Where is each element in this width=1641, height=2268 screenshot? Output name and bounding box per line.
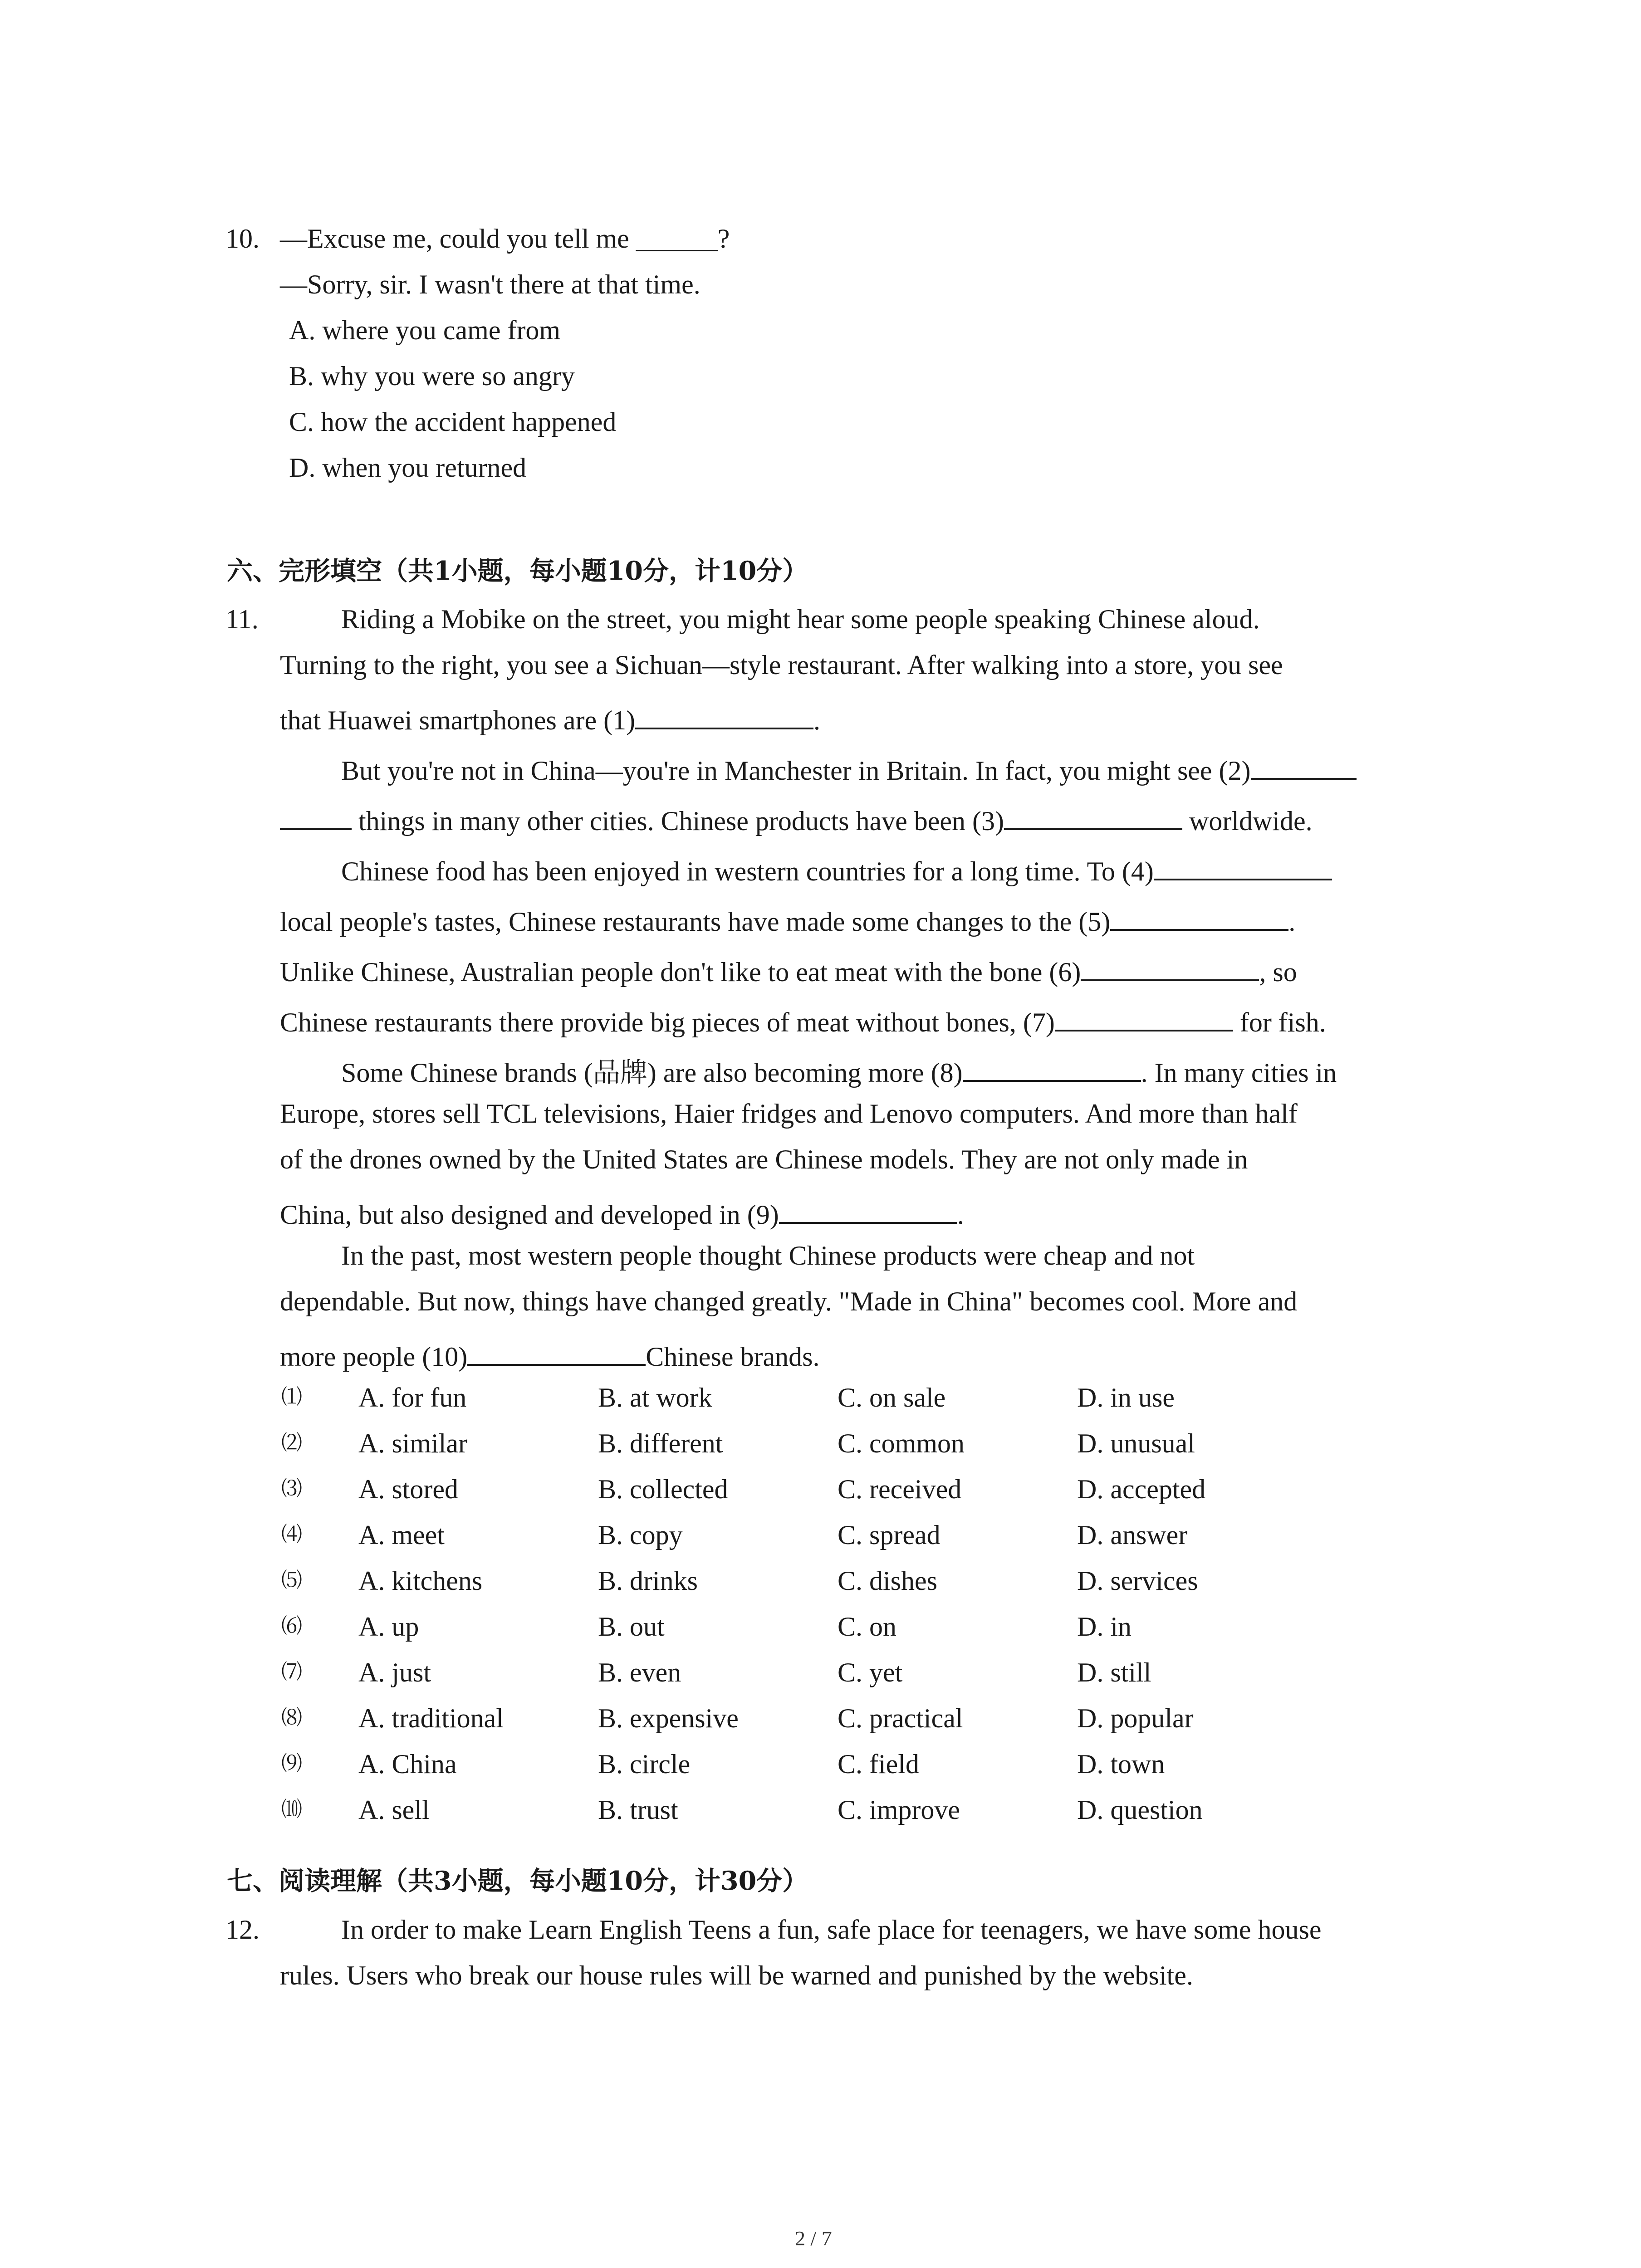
choice-a: A. up	[358, 1612, 419, 1642]
q11-para2-line2: things in many other cities. Chinese products have been (3) worldwide.	[280, 802, 1313, 835]
choice-c: C. common	[838, 1428, 965, 1458]
choice-a: A. China	[358, 1749, 457, 1779]
choice-b: B. trust	[598, 1795, 678, 1825]
choice-a: A. sell	[358, 1795, 430, 1825]
blank-2a	[1251, 752, 1357, 780]
choice-a: A. for fun	[358, 1383, 467, 1413]
choice-d: D. services	[1077, 1566, 1198, 1596]
choice-b: B. drinks	[598, 1566, 698, 1596]
q11-para1-line2: Turning to the right, you see a Sichuan—style restaurant. After walking into a store, you see	[280, 650, 1283, 680]
choice-b: B. collected	[598, 1474, 728, 1504]
choice-number: ⑹	[281, 1614, 302, 1637]
choice-b: B. different	[598, 1428, 723, 1458]
blank-7	[1055, 1004, 1233, 1031]
q10-number: 10.	[225, 224, 260, 254]
choice-b: B. copy	[598, 1520, 683, 1550]
q11-para3-line4: Chinese restaurants there provide big pieces of meat without bones, (7) for fish.	[280, 1004, 1326, 1036]
choice-b: B. at work	[598, 1383, 712, 1413]
q10-option-d: D. when you returned	[289, 453, 527, 483]
choice-c: C. dishes	[838, 1566, 938, 1596]
blank-8	[963, 1054, 1141, 1082]
blank-4	[1154, 853, 1332, 880]
q11-para4-line1: Some Chinese brands (品牌) are also becoming more (8) . In many cities in	[341, 1054, 1337, 1086]
section-heading-cloze: 六、完形填空（共1小题，每小题10分，计10分）	[227, 556, 808, 586]
choice-a: A. traditional	[358, 1703, 504, 1733]
q10-option-b: B. why you were so angry	[289, 361, 575, 391]
choice-d: D. answer	[1077, 1520, 1188, 1550]
choice-b: B. out	[598, 1612, 665, 1642]
q11-para4-line4: China, but also designed and developed in (9) .	[280, 1196, 964, 1228]
q11-para4-line2: Europe, stores sell TCL televisions, Haier fridges and Lenovo computers. And more than half	[280, 1099, 1298, 1129]
blank-5	[1110, 903, 1288, 931]
q12-number: 12.	[225, 1915, 260, 1945]
choice-number: ⑵	[281, 1431, 302, 1454]
q11-number: 11.	[225, 604, 259, 634]
blank-10	[467, 1338, 646, 1366]
choice-number: ⑺	[281, 1660, 302, 1683]
choice-number: ⑽	[281, 1798, 302, 1821]
choice-b: B. circle	[598, 1749, 691, 1779]
choice-d: D. in	[1077, 1612, 1132, 1642]
choice-number: ⑴	[281, 1385, 302, 1408]
blank-3	[1004, 802, 1182, 830]
choice-c: C. on sale	[838, 1383, 946, 1413]
choice-d: D. in use	[1077, 1383, 1175, 1413]
q11-para3-line3: Unlike Chinese, Australian people don't like to eat meat with the bone (6) , so	[280, 953, 1297, 986]
choice-c: C. spread	[838, 1520, 941, 1550]
choice-c: C. improve	[838, 1795, 960, 1825]
q12-line1: In order to make Learn English Teens a fun, safe place for teenagers, we have some house	[341, 1915, 1322, 1945]
choice-d: D. popular	[1077, 1703, 1194, 1733]
blank-2b	[280, 802, 352, 830]
choice-d: D. accepted	[1077, 1474, 1206, 1504]
choice-c: C. yet	[838, 1657, 903, 1687]
q10-option-c: C. how the accident happened	[289, 407, 617, 437]
choice-c: C. on	[838, 1612, 897, 1642]
page-number: 2 / 7	[795, 2227, 832, 2250]
choice-d: D. unusual	[1077, 1428, 1195, 1458]
choice-c: C. received	[838, 1474, 962, 1504]
choice-d: D. question	[1077, 1795, 1203, 1825]
choice-a: A. stored	[358, 1474, 458, 1504]
choice-number: ⑶	[281, 1477, 302, 1500]
choice-number: ⑼	[281, 1752, 302, 1775]
q11-para4-line3: of the drones owned by the United States are Chinese models. They are not only made in	[280, 1144, 1248, 1174]
choice-number: ⑻	[281, 1706, 302, 1729]
choice-a: A. kitchens	[358, 1566, 483, 1596]
choice-d: D. town	[1077, 1749, 1165, 1779]
choice-number: ⑸	[281, 1569, 302, 1592]
q11-para5-line1: In the past, most western people thought Chinese products were cheap and not	[341, 1241, 1195, 1271]
q11-para1-line3: that Huawei smartphones are (1) .	[280, 702, 820, 734]
q10-option-a: A. where you came from	[289, 315, 561, 345]
choice-a: A. similar	[358, 1428, 467, 1458]
choice-d: D. still	[1077, 1657, 1151, 1687]
blank-1	[635, 702, 813, 729]
q12-line2: rules. Users who break our house rules will be warned and punished by the website.	[280, 1960, 1193, 1990]
choice-b: B. even	[598, 1657, 681, 1687]
q11-para5-line3: more people (10) Chinese brands.	[280, 1338, 819, 1370]
choice-b: B. expensive	[598, 1703, 739, 1733]
blank-9	[779, 1196, 957, 1224]
q11-para1-line1: Riding a Mobike on the street, you might hear some people speaking Chinese aloud.	[341, 604, 1260, 634]
choice-a: A. meet	[358, 1520, 445, 1550]
q11-para3-line1: Chinese food has been enjoyed in western countries for a long time. To (4)	[341, 853, 1332, 885]
choice-c: C. practical	[838, 1703, 963, 1733]
blank-6	[1081, 953, 1259, 981]
q10-line2: —Sorry, sir. I wasn't there at that time.	[280, 269, 700, 299]
q10-line1: —Excuse me, could you tell me ______?	[280, 224, 730, 254]
section-heading-reading: 七、阅读理解（共3小题，每小题10分，计30分）	[227, 1866, 808, 1896]
q11-para5-line2: dependable. But now, things have changed greatly. "Made in China" becomes cool. More and	[280, 1286, 1298, 1316]
choice-number: ⑷	[281, 1523, 302, 1546]
q11-para2-line1: But you're not in China—you're in Manchester in Britain. In fact, you might see (2)	[341, 752, 1357, 784]
q11-para3-line2: local people's tastes, Chinese restaurants have made some changes to the (5) .	[280, 903, 1295, 935]
choice-a: A. just	[358, 1657, 431, 1687]
choice-c: C. field	[838, 1749, 919, 1779]
